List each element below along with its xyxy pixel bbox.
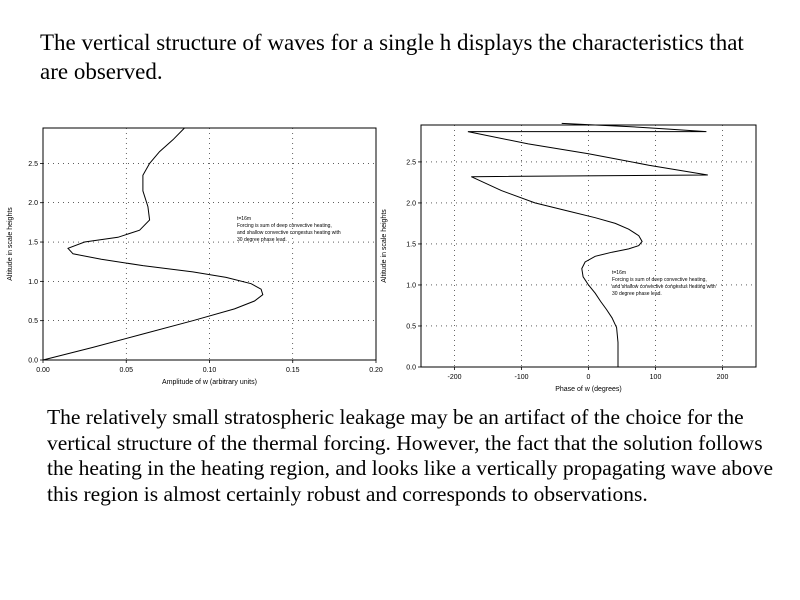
y-tick-label: 2.0 [28,200,38,208]
series-line [468,123,708,367]
annotation-line: Forcing is sum of deep convective heating, [237,223,332,229]
y-tick-label: 2.5 [28,160,38,168]
y-tick-label: 2.0 [406,200,416,208]
x-tick-label: 200 [716,374,729,381]
y-tick-label: 1.0 [406,282,416,290]
y-tick-label: 0.5 [406,323,416,331]
y-tick-label: 1.5 [406,241,416,249]
x-tick-label: -100 [514,374,529,381]
x-tick-label: -200 [447,374,462,381]
annotation-line: 30 degree phase lead. [237,237,287,243]
y-tick-label: 2.5 [406,159,416,167]
annotation-line: 30 degree phase lead. [612,291,662,297]
x-tick-label: 0.20 [369,367,383,374]
annotation-line: Forcing is sum of deep convective heating, [612,277,707,283]
y-tick-label: 0.5 [28,318,38,326]
x-tick-label: 0.15 [285,367,300,374]
slide-heading: The vertical structure of waves for a single h displays the characteristics that are observed. [40,30,744,84]
y-tick-label: 1.5 [28,239,38,247]
y-tick-label: 0.0 [406,364,416,372]
y-axis-label: Altitude in scale heights [7,207,14,281]
annotation-line: and shallow convective congestus heating with [237,230,341,236]
x-tick-label: 0 [586,374,591,381]
series-line [43,128,263,360]
annotation-line: and shallow convective congestus heating with [612,284,716,290]
x-tick-label: 100 [649,374,662,381]
y-tick-label: 0.0 [28,357,38,365]
amplitude-chart [7,128,383,386]
y-axis-label: Altitude in scale heights [381,209,388,283]
slide-paragraph: The relatively small stratospheric leakage may be an artifact of the choice for the vertical structure of the thermal forcing. However, the fact that the solution follows the heating in the heating region, and looks like a vertically propagating wave above this region is almost certainly robust and corresponds to observations. [47,405,773,506]
annotation-line: t=16m [237,216,252,222]
phase-chart [381,123,756,393]
x-tick-label: 0.10 [202,367,217,374]
x-axis-label: Phase of w (degrees) [555,386,622,393]
annotation-line: t=16m [612,270,627,276]
y-tick-label: 1.0 [28,278,38,286]
x-axis-label: Amplitude of w (arbitrary units) [162,379,257,386]
x-tick-label: 0.05 [119,367,134,374]
x-tick-label: 0.00 [36,367,50,374]
